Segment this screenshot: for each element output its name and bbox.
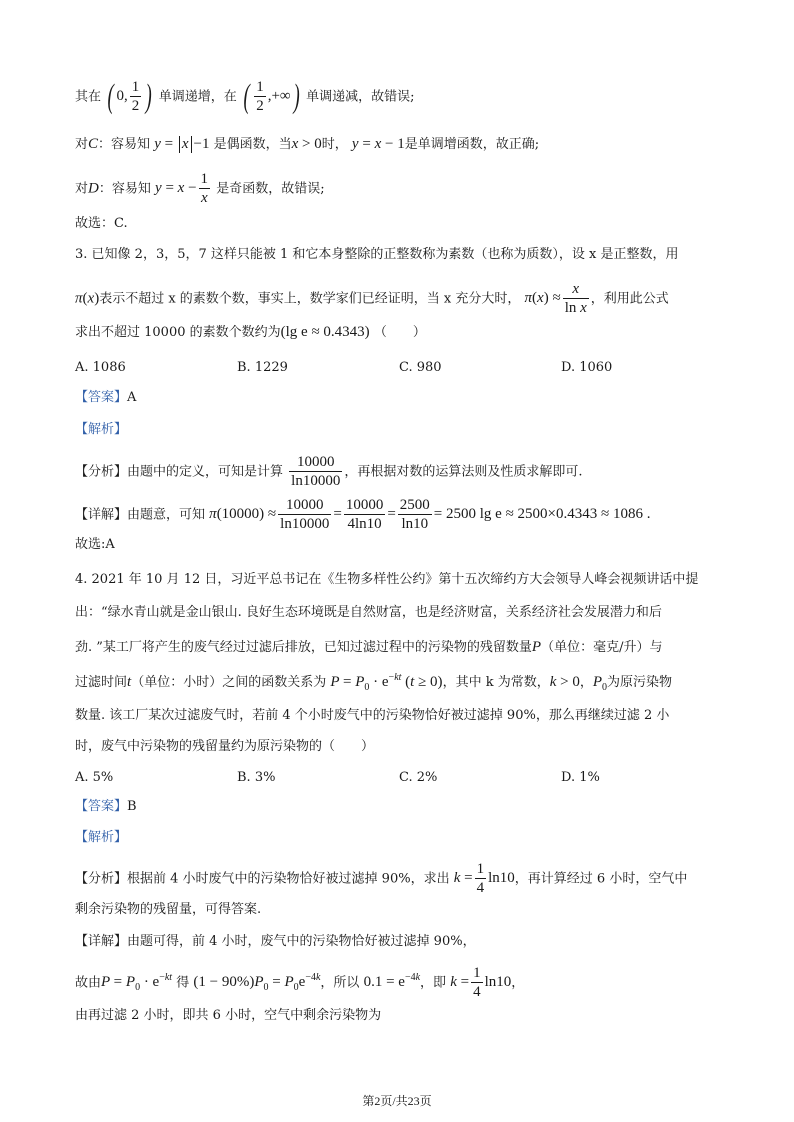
solution-line-1: 其在 ( 0, $\frac{1}{2}$ ) 单调递增，在 ( $\frac{1}{2}$ ,+∞) 单调递减，故错误;	[75, 78, 415, 115]
q4-option-d[interactable]: D. 1%	[561, 770, 600, 785]
interval-half-inf: ( $\frac{1}{2}$ ,+∞)	[243, 78, 300, 115]
q3-analysis-tag: 【解析】	[75, 422, 128, 437]
solution-line-c: 对C：容易知 y = x −1 是偶函数，当x > 0时， y = x − 1是单调增函数，故正确;	[75, 136, 540, 152]
q4-line-5: 数量. 该工厂某次过滤废气时，若前 4 个小时废气中的污染物恰好被过滤掉 90%，那么再继续过滤 2 小	[75, 708, 670, 723]
q4-line-2: 出：“绿水青山就是金山银山. 良好生态环境既是自然财富，也是经济财富，关系经济社会发展潜力和后	[75, 605, 662, 620]
pi-approx: π(x) ≈ $\frac{x}{\text{ln x}}$	[524, 281, 587, 316]
q4-line-1: 4. 2021 年 10 月 12 日，习近平总书记在《生物多样性公约》第十五次缔约方大会领导人峰会视频讲话中提	[75, 572, 699, 587]
q3-line-1: 3. 已知像 2，3，5，7 这样只能被 1 和它本身整除的正整数称为素数（也称为质数），设 x 是正整数，用	[75, 247, 679, 262]
page-footer: 第2页/共23页	[362, 1094, 432, 1108]
q4-line-6: 时，废气中污染物的残留量约为原污染物的（ ）	[75, 739, 375, 754]
q4-line-4: 过滤时间t（单位：小时）之间的函数关系为 $P = P_0 \cdot e^{-kt}$ (t ≥ 0)，其中 k 为常数，k > 0，$P_0$为原污染物	[75, 672, 673, 693]
q3-options	[75, 358, 724, 378]
q4-derivation: 故由$P = P_0 \cdot e^{-kt}$ 得 $(1 - 90\%)P_0 = P_0e^{-4k}$，所以 $0.1 = e^{-4k}$，即 k = $\frac{1}{4}$ ln10，	[75, 965, 525, 1000]
q4-options	[75, 768, 724, 788]
q3-option-b[interactable]: B. 1229	[237, 360, 288, 375]
q3-option-c[interactable]: C. 980	[399, 360, 442, 375]
interval-0-half: ( 0, $\frac{1}{2}$ )	[107, 78, 153, 115]
q4-xiangjie: 【详解】由题可得，前 4 小时，废气中的污染物恰好被过滤掉 90%，	[75, 934, 476, 949]
q3-line-2: π(x)表示不超过 x 的素数个数，事实上，数学家们已经证明，当 x 充分大时， π(x) ≈ $\frac{x}{\text{ln x}}$ ，利用此公式	[75, 281, 669, 316]
q4-option-c[interactable]: C. 2%	[399, 770, 438, 785]
q4-line-3: 劲. ”某工厂将产生的废气经过过滤后排放，已知过滤过程中的污染物的残留数量P（单位：毫克/升）与	[75, 639, 663, 655]
q4-fenxi: 【分析】根据前 4 小时废气中的污染物恰好被过滤掉 90%，求出 k = $\frac{1}{4}$ ln10，再计算经过 6 小时，空气中	[75, 861, 688, 896]
q3-option-a[interactable]: A. 1086	[75, 360, 126, 375]
solution-line-d: 对D：容易知 y = x − $\frac{1}{x}$ 是奇函数，故错误;	[75, 171, 325, 206]
q4-answer: 【答案】B	[75, 799, 137, 814]
q4-option-b[interactable]: B. 3%	[237, 770, 276, 785]
choose-c: 故选：C.	[75, 216, 128, 231]
q4-analysis-tag: 【解析】	[75, 830, 128, 845]
formula-abs: y = x −1	[154, 136, 210, 152]
q3-line-3: 求出不超过 10000 的素数个数约为(lg e ≈ 0.4343) （ ）	[75, 324, 426, 340]
q4-last-line: 由再过滤 2 小时，即共 6 小时，空气中剩余污染物为	[75, 1008, 382, 1023]
q3-xiangjie: 【详解】由题意，可知 π(10000) ≈ $\frac{10000}{\ln 10000}$ = $\frac{10000}{4\ln 10}$ = $\frac{2500}{\ln 10}$ = 2500 lg e ≈ 2500×0.4343 ≈ 1086 .	[75, 497, 651, 532]
q4-fenxi-cont: 剩余污染物的残留量，可得答案.	[75, 902, 262, 917]
q4-option-a[interactable]: A. 5%	[75, 770, 114, 785]
formula-odd: y = x − $\frac{1}{x}$	[155, 171, 209, 206]
q3-conclusion: 故选:A	[75, 537, 115, 552]
q3-fenxi: 【分析】由题中的定义，可知是计算 $\frac{10000}{\ln 10000}$ ，再根据对数的运算法则及性质求解即可.	[75, 454, 583, 489]
decay-formula: $P = P_0 \cdot e^{-kt}$ (t ≥ 0)	[330, 672, 443, 693]
q3-answer: 【答案】A	[75, 390, 137, 405]
q3-option-d[interactable]: D. 1060	[561, 360, 613, 375]
